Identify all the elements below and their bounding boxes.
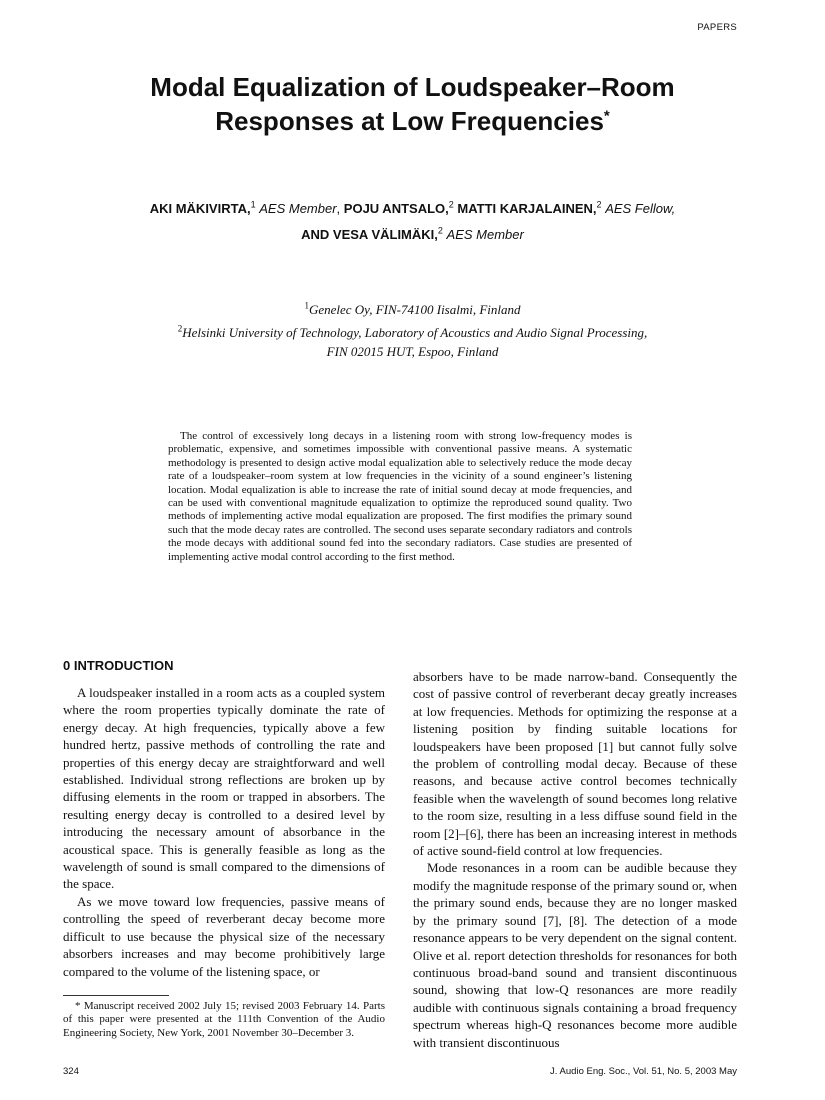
body-paragraph: As we move toward low frequencies, passive means of controlling the speed of reverberant decay become more difficult to use because the physical size of the necessary absorbers increases and may become prohibitively large compared to the volume of the listening space, or <box>63 893 385 979</box>
body-paragraph: absorbers have to be made narrow-band. Consequently the cost of passive control of reverberant decay greatly increases at low frequencies. Methods for optimizing the response at a listening position by finding suitable locations for loudspeakers have been proposed [1] but cannot fully solve the problem of controlling modal decay. Because of these reasons, and because active control becomes technically feasible when the wavelength of sound becomes long relative to the room size, resulting in a less diffuse sound field in the room [2]–[6], there has been an increasing interest in methods of active sound-field control at low frequencies. <box>413 669 737 859</box>
running-header: PAPERS <box>697 22 737 33</box>
title-line-2 <box>0 104 825 138</box>
paper-title <box>0 70 825 138</box>
section-heading: 0 INTRODUCTION <box>63 658 174 673</box>
author-line-1: AKI MÄKIVIRTA,$^1$ AES Member, POJU ANTSALO,$^2$ MATTI KARJALAINEN,$^2$ AES Fellow, <box>149 199 676 216</box>
abstract-text: The control of excessively long decays in a listening room with strong low-frequency modes is problematic, expensive, and sometimes impossible with conventional passive means. A systematic methodology is presented to design active modal equalization able to selectively reduce the mode decay rate of a loudspeaker–room system at low frequencies in the vicinity of a sound engineer’s listening location. Modal equalization is able to increase the rate of initial sound decay at mode frequencies, and can be used with conventional magnitude equalization to optimize the reproduced sound quality. Two methods of implementing active modal equalization are proposed. The first modifies the primary sound such that the mode decay rates are controlled. The second uses separate secondary radiators and controls the mode decays with additional sound fed into the secondary radiators. Case studies are presented of implementing active modal control according to the first method. <box>168 430 632 563</box>
body-paragraph: Mode resonances in a room can be audible because they modify the magnitude response of the primary sound or, when the primary sound ends, because they are no longer masked by the primary sound [7], [8]. The detection of a mode resonance appears to be very dependent on the signal content. Olive et al. report detection thresholds for resonances for both continuous broad-band sound and transient discontinuous sound, showing that low-Q resonances are more readily audible with continuous signals containing a broad frequency spectrum whereas high-Q resonances become more audible with transient discontinuous <box>413 860 737 1050</box>
body-paragraph: A loudspeaker installed in a room acts as a coupled system where the room properties typically dominate the rate of energy decay. At high frequencies, typically above a few hundred hertz, passive methods of controlling the rate and properties of this energy decay are straightforward and well established. Individual strong reflections are broken up by diffusing elements in the room or trapped in absorbers. The resulting energy decay is controlled to a desired level by introducing the necessary amount of absorbance in the acoustical space. This is generally feasible as long as the wavelength of sound is small compared to the dimensions of the space. <box>63 685 385 892</box>
affiliations <box>0 300 825 361</box>
author: POJU ANTSALO,$^2$ <box>343 199 454 216</box>
affiliation: $^1$Genelec Oy, FIN-74100 Iisalmi, Finland <box>304 300 521 317</box>
author-line-2 <box>0 222 825 248</box>
author: AND VESA VÄLIMÄKI,$^2$ AES Member <box>301 225 524 242</box>
author: MATTI KARJALAINEN,$^2$ AES Fellow, <box>457 199 676 216</box>
page-number: 324 <box>63 1066 79 1077</box>
title-footnote-mark: * <box>603 107 610 125</box>
footnote-rule <box>63 995 169 996</box>
abstract <box>168 430 632 564</box>
title-line-1: Modal Equalization of Loudspeaker–Room <box>150 72 675 102</box>
footnote-text: * Manuscript received 2002 July 15; revised 2003 February 14. Parts of this paper were presented at the 111th Convention of the Audio Engineering Society, New York, 2001 November 30–December 3. <box>63 1000 385 1039</box>
author: AKI MÄKIVIRTA,$^1$ AES Member <box>149 199 337 216</box>
title-line-2-text: Responses at Low Frequencies <box>215 106 604 136</box>
left-column <box>63 684 385 980</box>
footnote <box>63 1000 385 1040</box>
right-column <box>413 668 737 1051</box>
author-list <box>0 196 825 248</box>
affiliation: $^2$Helsinki University of Technology, Laboratory of Acoustics and Audio Signal Processing, FIN 02015 HUT, Espoo, Finland <box>177 323 648 359</box>
journal-citation: J. Audio Eng. Soc., Vol. 51, No. 5, 2003 May <box>550 1066 737 1077</box>
